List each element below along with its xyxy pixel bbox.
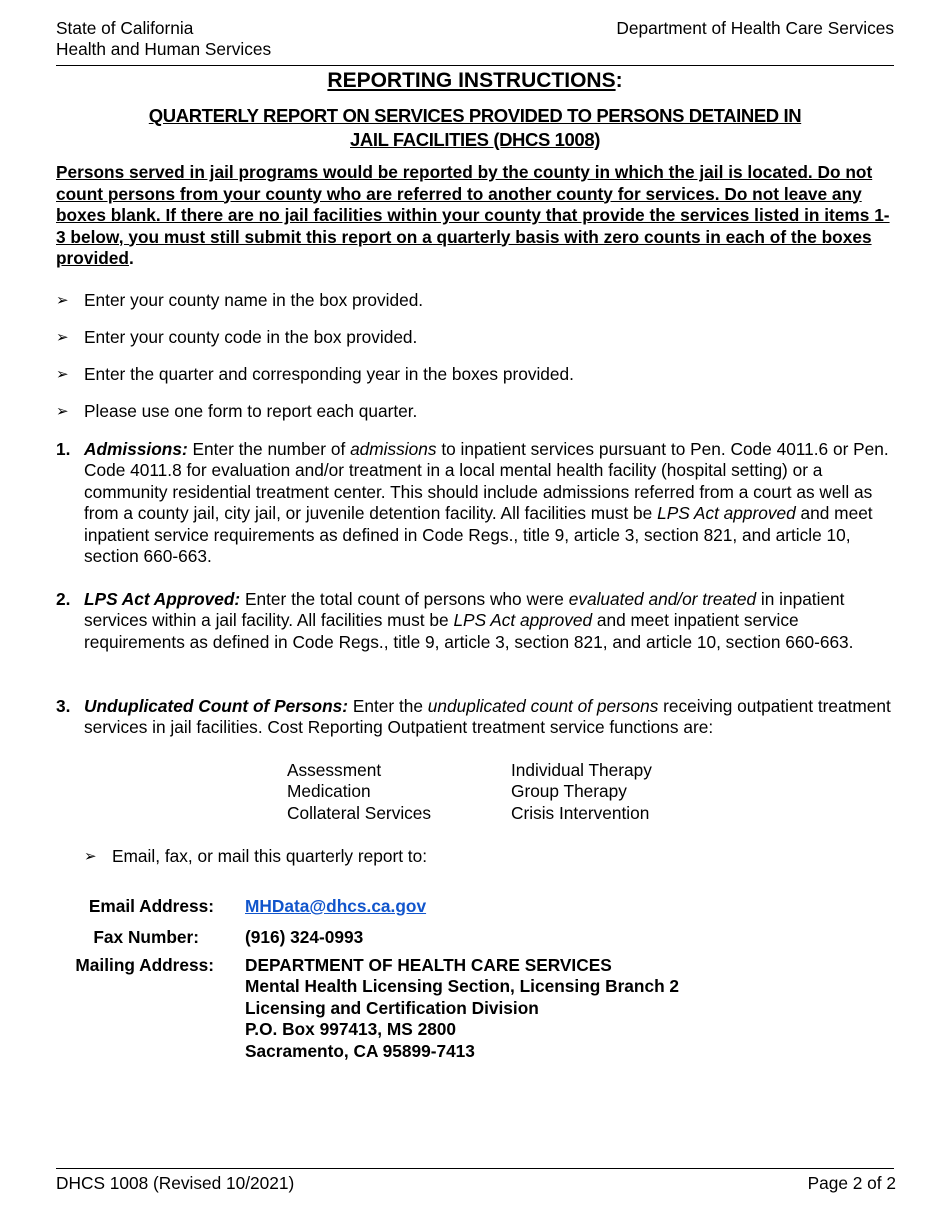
item-text-part: Enter the	[348, 696, 428, 716]
bullet-text: Enter the quarter and corresponding year in the boxes provided.	[84, 364, 574, 384]
bullet-county-name	[56, 290, 896, 311]
header-agency-name: Health and Human Services	[56, 39, 272, 60]
item-unduplicated-count	[56, 696, 896, 739]
fax-number: (916) 324-0993	[245, 927, 364, 947]
footer-divider	[56, 1168, 894, 1169]
item-text	[84, 696, 896, 739]
page-title	[56, 69, 894, 93]
item-text-part: and meet inpatient service requirements as defined in Code Regs., title 9, article 3, section 821, and article 10, section 660-663.	[84, 503, 873, 567]
mailing-address	[245, 955, 679, 1062]
bullet-text: Email, fax, or mail this quarterly report to:	[112, 846, 428, 866]
item-text-emphasis: unduplicated count of persons	[427, 696, 659, 716]
address-line: DEPARTMENT OF HEALTH CARE SERVICES	[245, 955, 612, 975]
mail-label: Mailing Address:	[75, 955, 214, 975]
service-function: Assessment	[287, 760, 382, 780]
item-text	[84, 589, 896, 653]
bullet-one-form	[56, 401, 896, 422]
service-function: Group Therapy	[511, 781, 627, 802]
item-text-emphasis: LPS Act approved	[453, 610, 593, 631]
item-number: 1.	[56, 439, 71, 459]
email-label: Email Address:	[88, 896, 214, 916]
service-functions-list	[287, 760, 711, 824]
bullet-county-code	[56, 327, 896, 348]
subtitle-line-2: JAIL FACILITIES (DHCS 1008)	[350, 129, 600, 150]
page-title-colon: :	[615, 69, 623, 92]
item-number: 2.	[56, 589, 71, 609]
item-admissions	[56, 439, 896, 567]
service-function: Individual Therapy	[511, 760, 652, 780]
page-title-text: REPORTING INSTRUCTIONS	[327, 69, 616, 92]
item-lps-act-approved	[56, 589, 896, 653]
item-term: LPS Act Approved:	[84, 589, 241, 609]
intro-text: Persons served in jail programs would be reported by the county in which the jail is located. Do not count persons from your county who are referred to another county for services. Do not leave any boxes blank. If there are no jail facilities within your county that provide the services listed in items 1-3 below, you must still submit this report on a quarterly basis with zero counts in each of the boxes provided	[56, 162, 890, 268]
service-function: Crisis Intervention	[511, 802, 650, 823]
item-text-emphasis: admissions	[350, 439, 437, 459]
item-number: 3.	[56, 696, 71, 716]
address-line: Licensing and Certification Division	[245, 997, 539, 1018]
item-text-part: Enter the total count of persons who were	[240, 589, 569, 609]
bullet-text: Enter your county code in the box provided.	[84, 327, 418, 347]
header-agency	[56, 18, 271, 61]
bullet-send-report	[84, 846, 884, 867]
item-text	[84, 439, 896, 567]
page-subtitle	[56, 104, 894, 152]
arrow-icon: ➢	[84, 848, 97, 865]
address-line: Sacramento, CA 95899-7413	[245, 1040, 475, 1061]
header-state: State of California	[56, 18, 194, 38]
header-divider	[56, 65, 894, 66]
fax-label: Fax Number:	[93, 927, 199, 947]
bullet-text: Please use one form to report each quarter.	[84, 401, 418, 421]
item-text-emphasis: LPS Act approved	[657, 503, 796, 524]
item-text-part: to inpatient services pursuant to Pen. Code 4011.6 or Pen. Code 4011.8 for evaluation and/or treatment in a local mental health facility (hospital setting) or a community residential treatment center. This should include admissions referred from a court as well as from a county jail, city jail, or juvenile detention facility. All facilities must be	[84, 439, 889, 524]
bullet-quarter-year	[56, 364, 896, 385]
arrow-icon: ➢	[56, 403, 69, 420]
item-term: Unduplicated Count of Persons:	[84, 696, 349, 716]
item-text-part: Enter the number of	[187, 439, 351, 459]
item-term: Admissions:	[84, 439, 188, 459]
arrow-icon: ➢	[56, 329, 69, 346]
intro-paragraph	[56, 162, 896, 270]
service-function: Collateral Services	[287, 802, 432, 823]
item-text-emphasis: evaluated and/or treated	[568, 589, 757, 609]
footer-page-number: Page 2 of 2	[807, 1173, 896, 1193]
header-department: Department of Health Care Services	[616, 18, 894, 38]
item-text-part: and meet inpatient service requirements as defined in Code Regs., title 9, article 3, section 821, and article 10, section 660-663.	[84, 610, 854, 652]
item-text-part: in inpatient services within a jail facility. All facilities must be	[84, 589, 845, 631]
arrow-icon: ➢	[56, 366, 69, 383]
subtitle-line-1: QUARTERLY REPORT ON SERVICES PROVIDED TO PERSONS DETAINED IN	[148, 105, 802, 126]
email-link[interactable]: MHData@dhcs.ca.gov	[245, 896, 427, 916]
address-line: P.O. Box 997413, MS 2800	[245, 1019, 457, 1040]
arrow-icon: ➢	[56, 292, 69, 309]
service-function: Medication	[287, 781, 371, 802]
bullet-text: Enter your county name in the box provided.	[84, 290, 424, 310]
intro-period: .	[128, 248, 134, 268]
footer-form-id: DHCS 1008 (Revised 10/2021)	[56, 1173, 295, 1193]
contact-block	[64, 896, 864, 1066]
address-line: Mental Health Licensing Section, Licensing Branch 2	[245, 976, 680, 997]
item-text-part: receiving outpatient treatment services in jail facilities. Cost Reporting Outpatient treatment service functions are:	[84, 696, 891, 738]
